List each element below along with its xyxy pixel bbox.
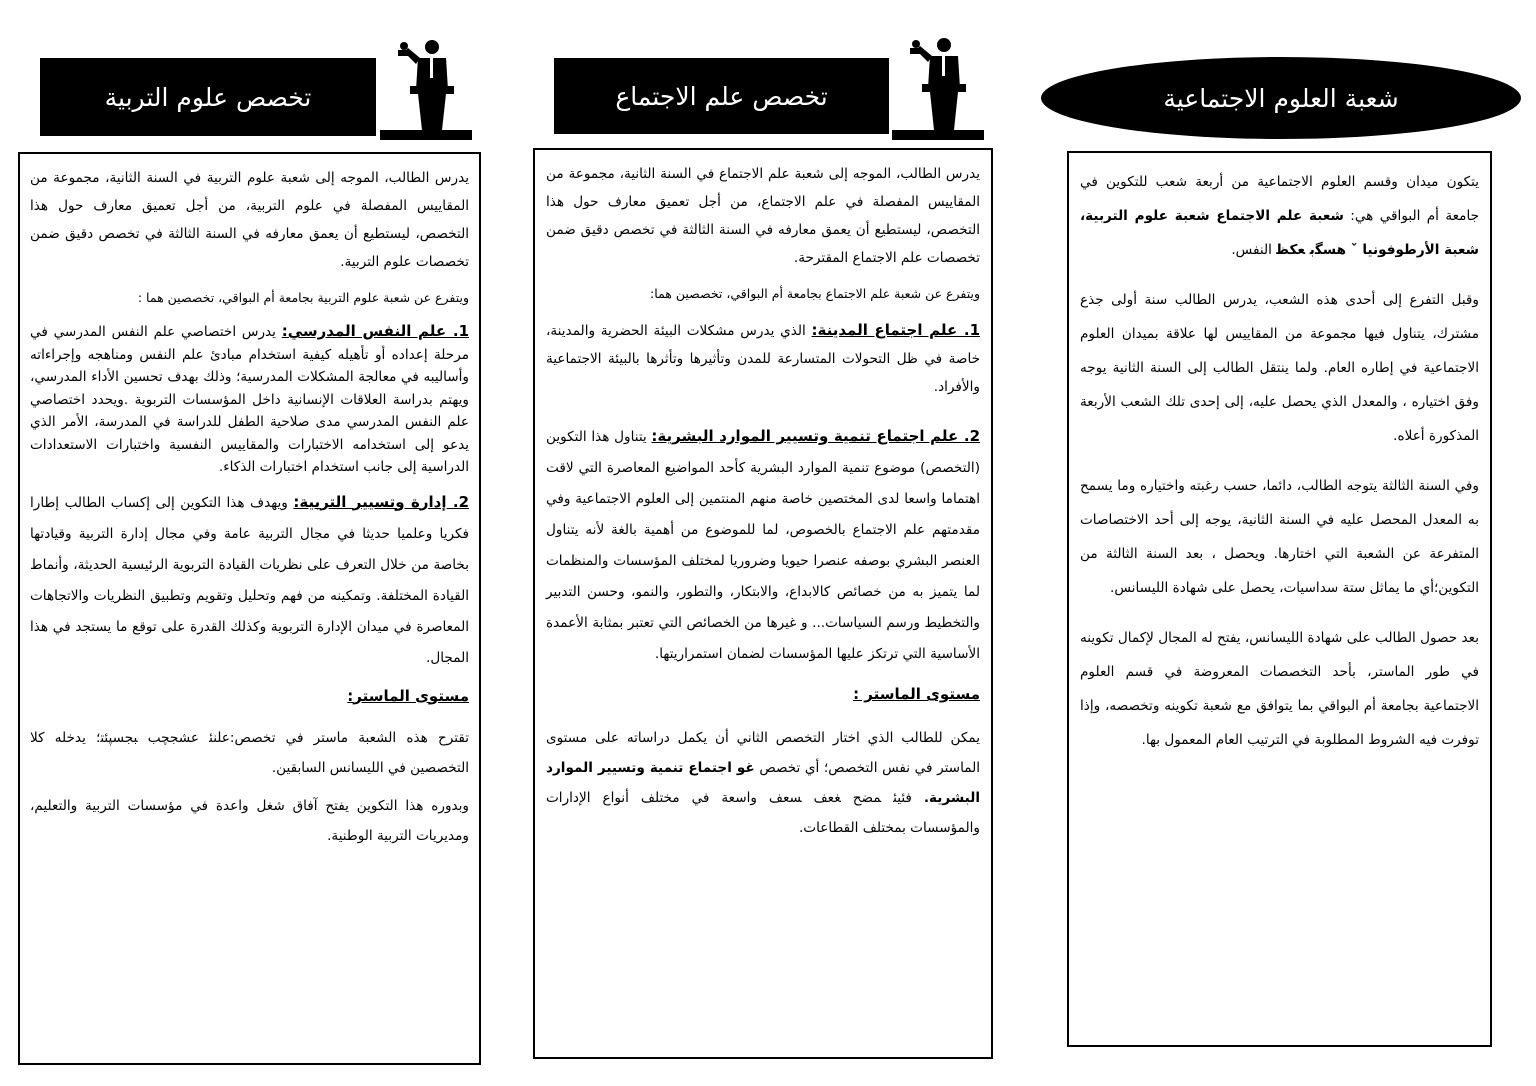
education-master-text: تقترح هذه الشعبة ماستر في تخصص:ﻋﻠﻨﺌ ﻋﺸﺠﭽﺐ ﺒﺠﺴﭙﺌﺘ؛ يدخله كلا التخصصين في الليسانس السابقين.	[30, 729, 469, 776]
school-psychology-title: 1. علم النفس المدرسي:	[281, 322, 469, 340]
sociology-intro: يدرس الطالب، الموجه إلى شعبة علم الاجتماع في السنة الثانية، مجموعة من المقاييس المفصلة في علم الاجتماع، من أجل تعميق معارف حول هذا التخصص، ليستطيع أن يعمق معارفه في السنة الثالثة في تخصص دقيق ضمن تخصصات علم الاجتماع المقترحة.	[546, 166, 980, 266]
hr-sociology-title: 2. علم اجتماع تنمية وتسيير الموارد البشرية:	[651, 427, 980, 445]
branches-list: شعبة علم الاجتماع شعبة علوم التربية، شعبة الأرطوفونيا ˇ ﮬﺴﮕﺑ ﻌﮑﻈ	[1080, 208, 1479, 258]
header-education	[40, 58, 376, 136]
column-sociology	[533, 148, 993, 1059]
sociology-master-title: مستوى الماستر :	[853, 685, 980, 703]
education-management-title: 2. إدارة وتسيير التربية:	[293, 492, 469, 511]
sociology-master-text: يمكن للطالب الذي اختار التخصص الثاني أن يكمل دراساته على مستوى الماستر في نفس التخصص؛ أي تخصص ﻏﻮ اجتماع تنمية وتسيير الموارد البشرية. ﻓﺌﯿﺌ ﻤﻀﺢ ﻐﻌﻒ ﺴﻌﻒ واسعة في مختلف أنواع الإدارات والمؤسسات بمختلف القطاعات.	[546, 730, 980, 836]
speaker-podium-icon-left	[380, 38, 472, 140]
sociology-specialty-urban: 1. علم اجتماع المدينة: الذي يدرس مشكلات البيئة الحضرية والمدينة، خاصة في ظل التحولات المتسارعة للمدن وتأثيرها وتأثرها بالبيئة الاجتماعية والأفراد.	[546, 321, 980, 395]
speaker-podium-icon-middle	[892, 36, 984, 140]
paragraph-third-year: وفي السنة الثالثة يتوجه الطالب، دائما، حسب رغبته واختياره وما يسمح به المعدل المحصل عليه في السنة الثانية، يوجه إلى أحد الاختصاصات المتفرعة عن الشعبة التي اختارها. ويحصل ، بعد السنة الثالثة من التكوين؛أي ما يماثل ستة سداسيات، يحصل على شهادة الليسانس.	[1080, 478, 1479, 596]
urban-sociology-title: 1. علم اجتماع المدينة:	[811, 321, 980, 339]
header-sociology	[554, 58, 889, 134]
education-master-jobs: وبدوره هذا التكوين يفتح آفاق شغل واعدة في مؤسسات التربية والتعليم، ومديريات التربية الوطنية.	[30, 797, 469, 844]
column-social-sciences	[1067, 151, 1492, 1047]
education-intro: يدرس الطالب، الموجه إلى شعبة علوم التربية في السنة الثانية، مجموعة من المقاييس المفصلة في علوم التربية، من أجل تعميق معارف حول هذا التخصص، ليستطيع أن يعمق معارفه في السنة الثالثة في تخصص دقيق ضمن تخصصات علوم التربية.	[30, 170, 469, 270]
sociology-specialty-hr: 2. علم اجتماع تنمية وتسيير الموارد البشرية: يتناول هذا التكوين (التخصص) موضوع تنمية الموارد البشرية كأحد المواضيع المعاصرة التي لاقت اهتماما واسعا لدى المختصين خاصة منهم المنتمين إلى العلوم الاجتماعية وفي مقدمتهم علم الاجتماع بالخصوص، لما للموضوع من أهمية بالغة لأنه يتناول العنصر البشري بوصفه عنصرا حيويا وضروريا لمختلف المؤسسات والمنظمات لما يتميز به من خصائص كالابداع، والابتكار، والتطور، والنمو، وحسن التدبير والتخطيط ورسم السياسات... و غيرها من الخصائص التي تعتبر بمثابة الأعمدة الأساسية التي ترتكز عليها المؤسسات لضمان استمراريتها.	[546, 427, 980, 662]
header-sociology-title: تخصص علم الاجتماع	[615, 81, 828, 111]
education-branch-line: ويتفرع عن شعبة علوم التربية بجامعة أم البواقي، تخصصين هما :	[137, 290, 469, 305]
header-branch	[1041, 57, 1521, 139]
paragraph-branches: يتكون ميدان وقسم العلوم الاجتماعية من أربعة شعب للتكوين في جامعة أم البواقي هي: شعبة علم الاجتماع شعبة علوم التربية، شعبة الأرطوفونيا ˇ ﮬﺴﮕﺑ ﻌﮑﻈ النفس.	[1080, 174, 1479, 258]
education-master-title: مستوى الماستر:	[347, 686, 469, 705]
education-specialty-management: 2. إدارة وتسيير التربية: ويهدف هذا التكوين إلى إكساب الطالب إطارا فكريا وعلميا حديثا في مجال التربية عامة وفي مجال إدارة التربية وقيادتها بخاصة من خلال التعرف على نظريات القيادة التربوية الرئيسية الحديثة، وأنماط القيادة المختلفة. وتمكينه من فهم وتحليل وتقويم وتطبيق النظريات والاتجاهات المعاصرة في ميدان الإدارة التربوية وكذلك القدرة على توقع ما يستجد في هذا المجال.	[30, 492, 469, 666]
header-branch-title: شعبة العلوم الاجتماعية	[1163, 83, 1399, 113]
paragraph-master: بعد حصول الطالب على شهادة الليسانس، يفتح له المجال لإكمال تكوينه في طور الماستر، بأحد التخصصات المعروضة في قسم العلوم الاجتماعية بجامعة أم البواقي بما يتوافق مع شعبة تكوينه وتخصصه، وإذا توفرت فيه الشروط المطلوبة في الترتيب العام المعمول بها.	[1080, 630, 1479, 748]
education-specialty-school-psychology: 1. علم النفس المدرسي: يدرس اختصاصي علم النفس المدرسي في مرحلة إعداده أو تأهيله كيفية استخدام مبادئ علم النفس ومناهجه وإجراءاته وأساليبه في معالجة المشكلات المدرسية؛ وذلك بهدف تحسين الأداء المدرسي، ويهتم بدراسة العلاقات الإنسانية داخل المؤسسات التربوية .ويحدد اختصاصي علم النفس المدرسي مدى صلاحية الطفل للدراسة في المدرسة، الأمر الذي يدعو إلى استخدامه الاختبارات والمقاييس النفسية واختبارات الاستعدادات الدراسية إلى جانب استخدام اختبارات الذكاء.	[30, 322, 469, 475]
column-education	[18, 152, 481, 1065]
sociology-branch-line: ويتفرع عن شعبة علم الاجتماع بجامعة أم البواقي، تخصصين هما:	[650, 286, 980, 301]
paragraph-first-year: وقبل التفرع إلى أحدى هذه الشعب، يدرس الطالب سنة أولى جذع مشترك، يتناول فيها مجموعة من المقاييس لها علاقة بميدان العلوم الاجتماعية في إطاره العام. ولما ينتقل الطالب إلى السنة الثانية يوجه وفق اختياره ، والمعدل الذي يحصل عليه، إلى إحدى تلك الشعب الأربعة المذكورة أعلاه.	[1080, 292, 1479, 444]
header-education-title: تخصص علوم التربية	[104, 82, 312, 112]
